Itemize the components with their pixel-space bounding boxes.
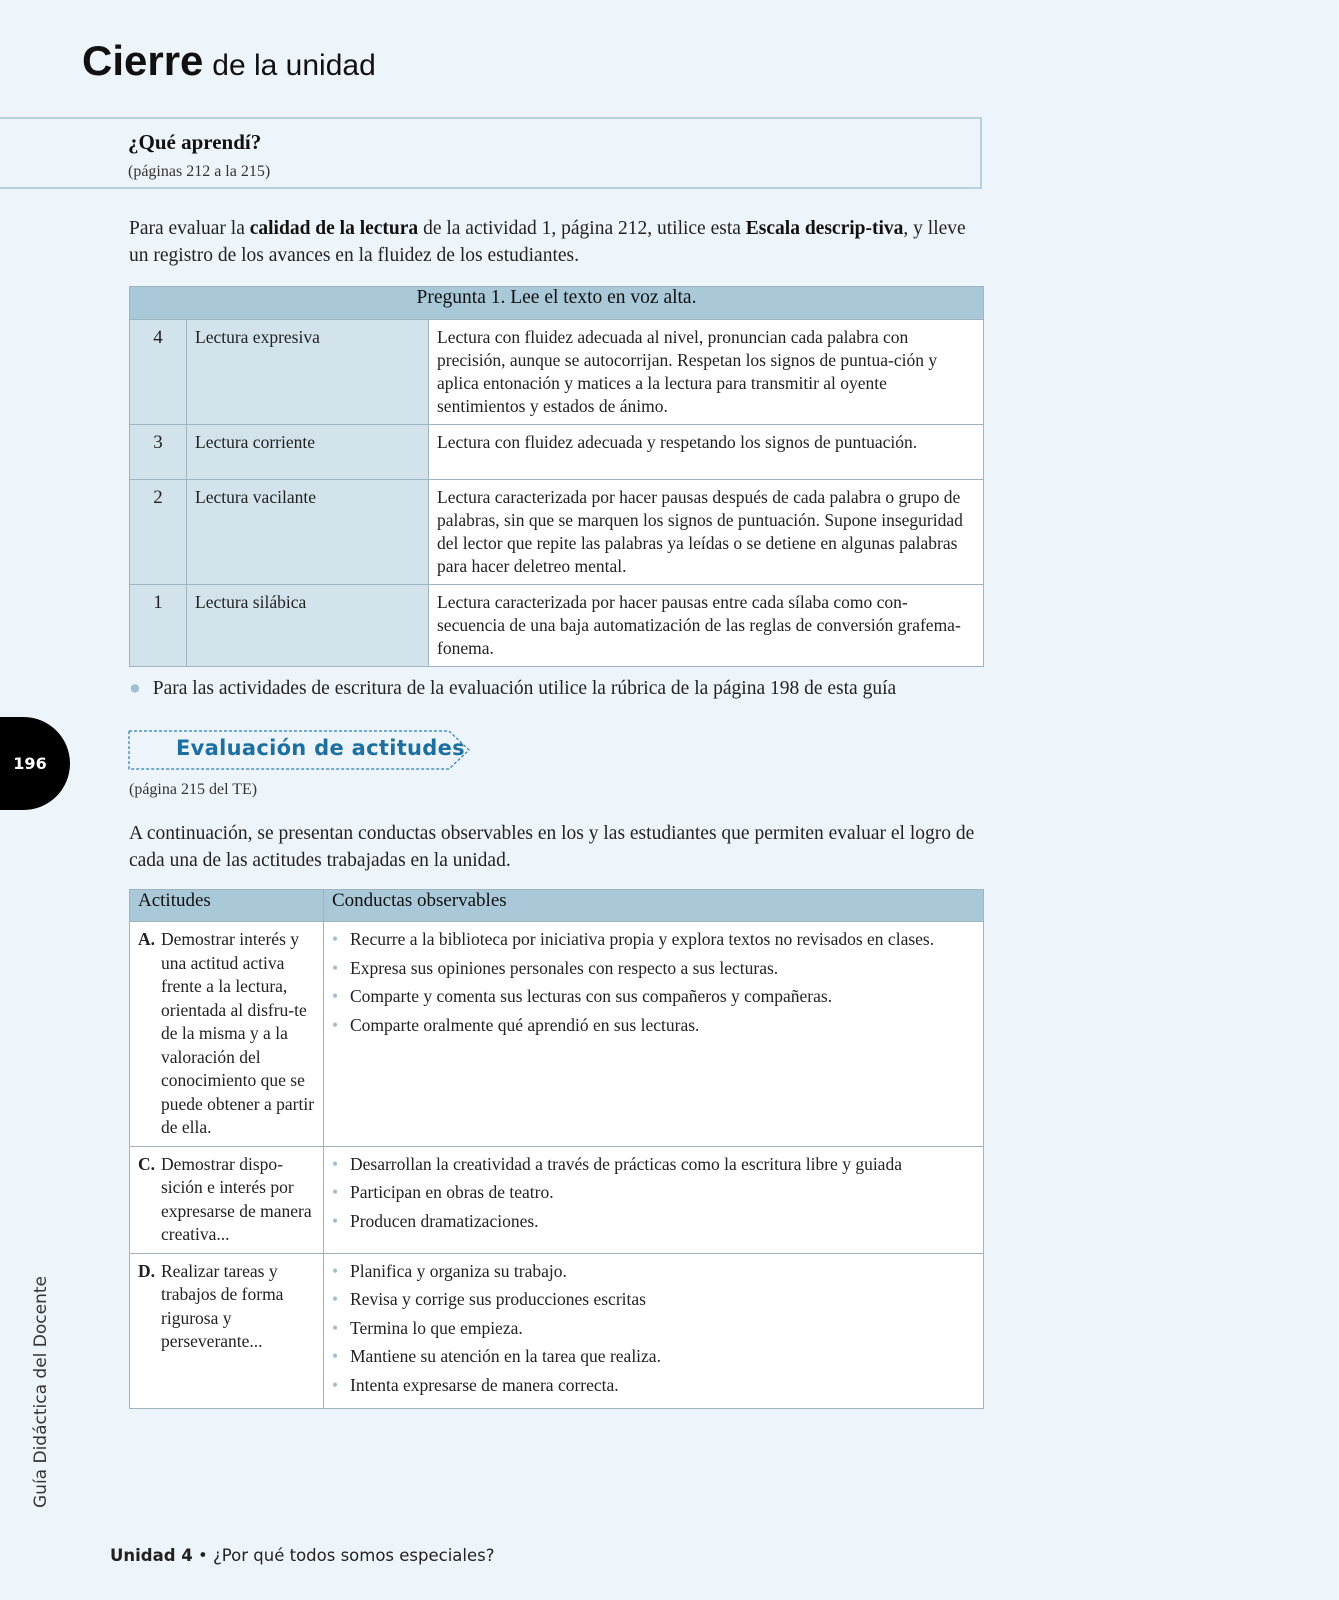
scale-description: Lectura caracterizada por hacer pausas entre cada sílaba como con-secuencia de una baja automatización de las reglas de conversión grafema-fonema. — [429, 585, 984, 667]
side-label: Guía Didáctica del Docente — [31, 1276, 51, 1508]
scale-description: Lectura caracterizada por hacer pausas después de cada palabra o grupo de palabras, sin que se marquen los signos de puntuación. Supone inseguridad del lector que repite las palabras ya leídas o se detiene en algunas palabras para hacer deletreo mental. — [429, 480, 984, 585]
attitudes-header-row — [130, 890, 984, 922]
table-row — [130, 480, 984, 585]
list-item: • Comparte oralmente qué aprendió en sus lecturas. — [332, 1014, 975, 1038]
scale-level: Lectura expresiva — [187, 320, 429, 425]
list-item: • Intenta expresarse de manera correcta. — [332, 1374, 975, 1398]
que-aprendi-pages: (páginas 212 a la 215) — [128, 163, 271, 180]
list-item: • Desarrollan la creatividad a través de prácticas como la escritura libre y guiada — [332, 1153, 975, 1177]
attitude-cell — [130, 922, 324, 1147]
intro-text-1: Para evaluar la — [129, 218, 250, 239]
reading-scale-table — [129, 286, 984, 667]
page-title-rest: de la unidad — [212, 49, 376, 82]
list-item: • Expresa sus opiniones personales con respecto a sus lecturas. — [332, 957, 975, 981]
attitude-letter: A. — [138, 929, 156, 949]
scale-level: Lectura corriente — [187, 425, 429, 480]
que-aprendi-box — [0, 117, 982, 189]
page-number: 196 — [13, 754, 47, 773]
intro-text-2: de la actividad 1, página 212, utilice esta — [418, 218, 746, 239]
intro-text-3: , y lleve un registro de los avances en la fluidez de los estudiantes. — [129, 218, 966, 266]
bullet-dot-icon: ● — [129, 678, 141, 699]
list-item: • Producen dramatizaciones. — [332, 1210, 975, 1234]
attitude-cell — [130, 1146, 324, 1253]
column-header-attitudes: Actitudes — [130, 890, 324, 922]
attitude-text: Demostrar dispo-sición e interés por expresarse de manera creativa... — [161, 1153, 312, 1244]
footer-separator: • — [192, 1546, 214, 1565]
table-row — [130, 425, 984, 480]
footer — [110, 1546, 495, 1565]
scale-description: Lectura con fluidez adecuada y respetando los signos de puntuación. — [429, 425, 984, 480]
reading-scale-header-row — [130, 287, 984, 320]
intro-paragraph — [129, 215, 984, 269]
list-item: • Comparte y comenta sus lecturas con sus compañeros y compañeras. — [332, 985, 975, 1009]
behaviors-cell — [324, 1253, 984, 1409]
list-item: • Termina lo que empieza. — [332, 1317, 975, 1341]
list-item: • Participan en obras de teatro. — [332, 1181, 975, 1205]
table-row — [130, 1253, 984, 1409]
table-row — [130, 1146, 984, 1253]
table-row — [130, 585, 984, 667]
attitudes-intro: A continuación, se presentan conductas observables en los y las estudiantes que permiten evaluar el logro de cada una de las actitudes trabajadas en la unidad. — [129, 823, 975, 871]
reading-scale-title: Pregunta 1. Lee el texto en voz alta. — [130, 287, 984, 320]
scale-level: Lectura vacilante — [187, 480, 429, 585]
footer-title: ¿Por qué todos somos especiales? — [213, 1546, 495, 1565]
scale-description: Lectura con fluidez adecuada al nivel, pronuncian cada palabra con precisión, aunque se autocorrijan. Respetan los signos de puntua-ción y aplica entonación y matices a la lectura para transmitir al oyente sentimientos y estados de ánimo. — [429, 320, 984, 425]
scale-level: Lectura silábica — [187, 585, 429, 667]
que-aprendi-heading: ¿Qué aprendí? — [128, 130, 262, 154]
page-title — [82, 37, 376, 84]
list-item: • Planifica y organiza su trabajo. — [332, 1260, 975, 1284]
scale-number: 2 — [130, 480, 187, 585]
attitudes-table — [129, 889, 984, 1409]
footer-unit: Unidad 4 — [110, 1546, 193, 1565]
scale-number: 4 — [130, 320, 187, 425]
table-row — [130, 922, 984, 1147]
scale-number: 1 — [130, 585, 187, 667]
page-number-tab — [0, 717, 70, 810]
page-title-bold: Cierre — [82, 37, 204, 84]
column-header-behaviors: Conductas observables — [324, 890, 984, 922]
attitude-text: Demostrar interés y una actitud activa frente a la lectura, orientada al disfru-te de la misma y a la valoración del conocimiento que se puede obtener a partir de ella. — [161, 929, 315, 1137]
attitude-text: Realizar tareas y trabajos de forma rigurosa y perseverante... — [161, 1260, 284, 1351]
attitude-cell — [130, 1253, 324, 1409]
list-item: • Mantiene su atención en la tarea que realiza. — [332, 1345, 975, 1369]
table-row — [130, 320, 984, 425]
attitude-letter: C. — [138, 1153, 156, 1174]
attitudes-tag — [128, 730, 478, 770]
behaviors-cell — [324, 1146, 984, 1253]
attitudes-pages: (página 215 del TE) — [129, 781, 258, 798]
intro-bold-2: Escala descrip-tiva — [745, 218, 904, 239]
scale-number: 3 — [130, 425, 187, 480]
attitudes-title: Evaluación de actitudes — [176, 736, 465, 760]
list-item: • Revisa y corrige sus producciones escritas — [332, 1288, 975, 1312]
list-item: • Recurre a la biblioteca por iniciativa propia y explora textos no revisados en clases. — [332, 928, 975, 952]
attitude-letter: D. — [138, 1260, 156, 1281]
behaviors-cell — [324, 922, 984, 1147]
writing-note-text: Para las actividades de escritura de la evaluación utilice la rúbrica de la página 198 de esta guía — [152, 678, 897, 699]
writing-note — [129, 678, 896, 700]
intro-bold-1: calidad de la lectura — [249, 218, 419, 239]
